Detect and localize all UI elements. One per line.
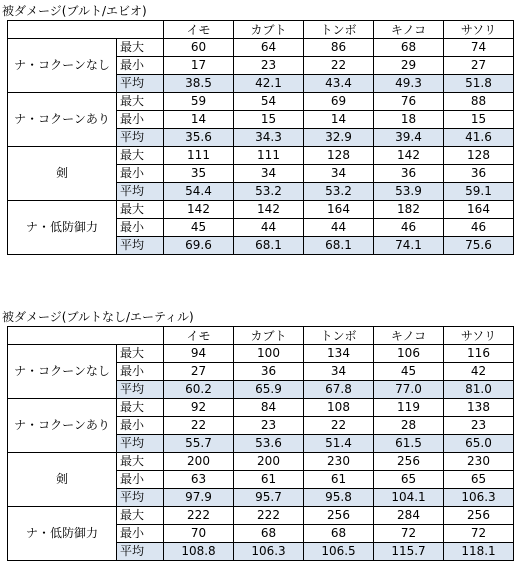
value-cell: 45 <box>374 363 444 381</box>
value-cell: 68.1 <box>234 237 304 255</box>
value-cell: 17 <box>164 57 234 75</box>
value-cell: 106.3 <box>444 489 514 507</box>
value-cell: 39.4 <box>374 129 444 147</box>
value-cell: 72 <box>374 525 444 543</box>
damage-block-2 <box>0 308 515 561</box>
value-cell: 182 <box>374 201 444 219</box>
stat-label: 最小 <box>117 417 164 435</box>
stat-label: 最小 <box>117 111 164 129</box>
stat-label: 最大 <box>117 201 164 219</box>
value-cell: 18 <box>374 111 444 129</box>
stat-label: 平均 <box>117 75 164 93</box>
header-row <box>8 21 514 39</box>
value-cell: 76 <box>374 93 444 111</box>
stat-label: 最小 <box>117 471 164 489</box>
stat-label: 最大 <box>117 147 164 165</box>
value-cell: 36 <box>444 165 514 183</box>
value-cell: 46 <box>374 219 444 237</box>
stat-label: 最大 <box>117 453 164 471</box>
value-cell: 46 <box>444 219 514 237</box>
value-cell: 72 <box>444 525 514 543</box>
column-header: サソリ <box>444 21 514 39</box>
value-cell: 74 <box>444 39 514 57</box>
stat-label: 平均 <box>117 183 164 201</box>
value-cell: 22 <box>304 57 374 75</box>
value-cell: 34.3 <box>234 129 304 147</box>
group-label: ナ・低防御力 <box>8 507 117 561</box>
column-header: イモ <box>164 327 234 345</box>
stat-label: 平均 <box>117 381 164 399</box>
group-label: 剣 <box>8 453 117 507</box>
value-cell: 65 <box>444 471 514 489</box>
value-cell: 61 <box>304 471 374 489</box>
corner-cell <box>8 21 164 39</box>
value-cell: 65 <box>374 471 444 489</box>
table-row <box>8 93 514 111</box>
stat-label: 最大 <box>117 507 164 525</box>
stat-label: 平均 <box>117 543 164 561</box>
stat-label: 最大 <box>117 399 164 417</box>
column-header: トンボ <box>304 327 374 345</box>
value-cell: 142 <box>234 201 304 219</box>
value-cell: 61 <box>234 471 304 489</box>
value-cell: 104.1 <box>374 489 444 507</box>
value-cell: 106.3 <box>234 543 304 561</box>
value-cell: 27 <box>164 363 234 381</box>
value-cell: 256 <box>374 453 444 471</box>
value-cell: 38.5 <box>164 75 234 93</box>
value-cell: 68.1 <box>304 237 374 255</box>
value-cell: 51.4 <box>304 435 374 453</box>
value-cell: 142 <box>164 201 234 219</box>
stat-label: 平均 <box>117 237 164 255</box>
value-cell: 70 <box>164 525 234 543</box>
table-row <box>8 201 514 219</box>
value-cell: 54 <box>234 93 304 111</box>
value-cell: 119 <box>374 399 444 417</box>
stat-label: 最小 <box>117 57 164 75</box>
column-header: カブト <box>234 21 304 39</box>
value-cell: 41.6 <box>444 129 514 147</box>
group-label: ナ・コクーンなし <box>8 345 117 399</box>
value-cell: 95.7 <box>234 489 304 507</box>
value-cell: 67.8 <box>304 381 374 399</box>
table-title: 被ダメージ(ブルト/エビオ) <box>2 4 147 18</box>
value-cell: 59 <box>164 93 234 111</box>
stat-label: 最小 <box>117 525 164 543</box>
table-row <box>8 39 514 57</box>
value-cell: 43.4 <box>304 75 374 93</box>
value-cell: 22 <box>164 417 234 435</box>
value-cell: 69.6 <box>164 237 234 255</box>
table-row <box>8 507 514 525</box>
value-cell: 92 <box>164 399 234 417</box>
table-row <box>8 147 514 165</box>
value-cell: 95.8 <box>304 489 374 507</box>
column-header: キノコ <box>374 21 444 39</box>
header-row <box>8 327 514 345</box>
corner-cell <box>8 327 164 345</box>
column-header: キノコ <box>374 327 444 345</box>
value-cell: 36 <box>234 363 304 381</box>
stat-label: 平均 <box>117 435 164 453</box>
value-cell: 15 <box>234 111 304 129</box>
value-cell: 111 <box>234 147 304 165</box>
column-header: イモ <box>164 21 234 39</box>
value-cell: 53.2 <box>234 183 304 201</box>
group-label: ナ・コクーンなし <box>8 39 117 93</box>
value-cell: 284 <box>374 507 444 525</box>
value-cell: 42.1 <box>234 75 304 93</box>
value-cell: 34 <box>304 363 374 381</box>
value-cell: 23 <box>444 417 514 435</box>
value-cell: 94 <box>164 345 234 363</box>
value-cell: 64 <box>234 39 304 57</box>
table-row <box>8 345 514 363</box>
value-cell: 74.1 <box>374 237 444 255</box>
value-cell: 44 <box>234 219 304 237</box>
value-cell: 134 <box>304 345 374 363</box>
stat-label: 最大 <box>117 345 164 363</box>
value-cell: 97.9 <box>164 489 234 507</box>
value-cell: 51.8 <box>444 75 514 93</box>
value-cell: 222 <box>234 507 304 525</box>
value-cell: 222 <box>164 507 234 525</box>
value-cell: 32.9 <box>304 129 374 147</box>
value-cell: 164 <box>304 201 374 219</box>
column-header: トンボ <box>304 21 374 39</box>
column-header: サソリ <box>444 327 514 345</box>
value-cell: 55.7 <box>164 435 234 453</box>
value-cell: 60 <box>164 39 234 57</box>
value-cell: 59.1 <box>444 183 514 201</box>
value-cell: 49.3 <box>374 75 444 93</box>
stat-label: 最小 <box>117 219 164 237</box>
stat-label: 平均 <box>117 489 164 507</box>
value-cell: 100 <box>234 345 304 363</box>
value-cell: 111 <box>164 147 234 165</box>
stat-label: 最小 <box>117 165 164 183</box>
stat-label: 最大 <box>117 39 164 57</box>
value-cell: 75.6 <box>444 237 514 255</box>
value-cell: 108 <box>304 399 374 417</box>
value-cell: 84 <box>234 399 304 417</box>
value-cell: 256 <box>304 507 374 525</box>
value-cell: 256 <box>444 507 514 525</box>
damage-block-1 <box>0 2 515 255</box>
value-cell: 106 <box>374 345 444 363</box>
value-cell: 14 <box>164 111 234 129</box>
value-cell: 65.0 <box>444 435 514 453</box>
value-cell: 15 <box>444 111 514 129</box>
value-cell: 42 <box>444 363 514 381</box>
value-cell: 44 <box>304 219 374 237</box>
value-cell: 106.5 <box>304 543 374 561</box>
value-cell: 164 <box>444 201 514 219</box>
value-cell: 108.8 <box>164 543 234 561</box>
group-label: 剣 <box>8 147 117 201</box>
stat-label: 平均 <box>117 129 164 147</box>
value-cell: 27 <box>444 57 514 75</box>
damage-table <box>7 326 514 561</box>
value-cell: 65.9 <box>234 381 304 399</box>
value-cell: 86 <box>304 39 374 57</box>
value-cell: 115.7 <box>374 543 444 561</box>
value-cell: 35.6 <box>164 129 234 147</box>
table-row <box>8 453 514 471</box>
value-cell: 63 <box>164 471 234 489</box>
value-cell: 69 <box>304 93 374 111</box>
table-title: 被ダメージ(ブルトなし/エーティル) <box>2 310 194 324</box>
group-label: ナ・コクーンあり <box>8 399 117 453</box>
value-cell: 53.9 <box>374 183 444 201</box>
value-cell: 128 <box>304 147 374 165</box>
value-cell: 22 <box>304 417 374 435</box>
stat-label: 最大 <box>117 93 164 111</box>
value-cell: 116 <box>444 345 514 363</box>
group-label: ナ・低防御力 <box>8 201 117 255</box>
value-cell: 138 <box>444 399 514 417</box>
value-cell: 128 <box>444 147 514 165</box>
value-cell: 34 <box>304 165 374 183</box>
value-cell: 60.2 <box>164 381 234 399</box>
damage-table <box>7 20 514 255</box>
value-cell: 81.0 <box>444 381 514 399</box>
value-cell: 200 <box>164 453 234 471</box>
value-cell: 61.5 <box>374 435 444 453</box>
value-cell: 29 <box>374 57 444 75</box>
value-cell: 23 <box>234 57 304 75</box>
table-row <box>8 399 514 417</box>
value-cell: 77.0 <box>374 381 444 399</box>
value-cell: 36 <box>374 165 444 183</box>
value-cell: 200 <box>234 453 304 471</box>
value-cell: 230 <box>304 453 374 471</box>
value-cell: 68 <box>304 525 374 543</box>
value-cell: 142 <box>374 147 444 165</box>
value-cell: 230 <box>444 453 514 471</box>
column-header: カブト <box>234 327 304 345</box>
value-cell: 53.2 <box>304 183 374 201</box>
value-cell: 68 <box>234 525 304 543</box>
stat-label: 最小 <box>117 363 164 381</box>
value-cell: 45 <box>164 219 234 237</box>
value-cell: 118.1 <box>444 543 514 561</box>
value-cell: 88 <box>444 93 514 111</box>
value-cell: 28 <box>374 417 444 435</box>
value-cell: 34 <box>234 165 304 183</box>
group-label: ナ・コクーンあり <box>8 93 117 147</box>
value-cell: 68 <box>374 39 444 57</box>
value-cell: 35 <box>164 165 234 183</box>
value-cell: 14 <box>304 111 374 129</box>
value-cell: 54.4 <box>164 183 234 201</box>
value-cell: 53.6 <box>234 435 304 453</box>
value-cell: 23 <box>234 417 304 435</box>
